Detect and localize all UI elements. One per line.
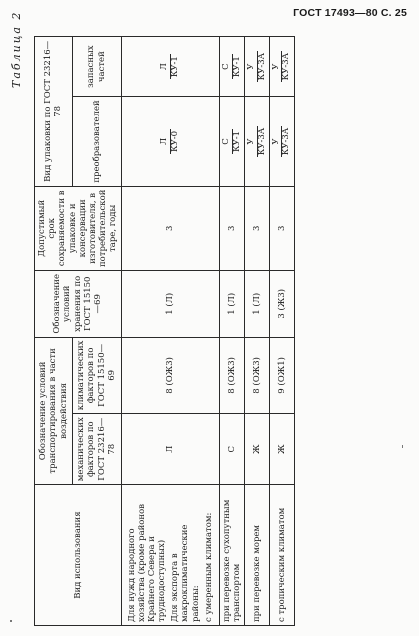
header-products: преобразователей <box>72 97 121 186</box>
table-title: Таблица 2 <box>10 10 23 88</box>
table-row <box>245 37 270 626</box>
header-pack: Вид упаковки по ГОСТ 23216—78 <box>35 37 73 187</box>
cell-mech: С <box>220 414 245 485</box>
cell-storage: 3 (Ж3) <box>270 270 295 337</box>
cell-spares: У КУ-3А <box>245 37 270 97</box>
table-row <box>220 37 245 626</box>
cell-clim: 8 (ОЖ3) <box>245 337 270 414</box>
header-term: Допустимый срок сохраняемости в упаковке и консервации изготовителя, в потребительской таре, годы <box>35 186 122 270</box>
header-spares: запасных частей <box>72 37 121 97</box>
cell-spares: У КУ-3А <box>270 37 295 97</box>
cell-products: Л КУ-0 <box>121 97 220 186</box>
header-clim: климатических факторов по ГОСТ 15150—69 <box>72 337 121 414</box>
cell-term: 3 <box>220 186 245 270</box>
table-row <box>121 37 220 626</box>
header-transport: Обозначение условий транспортирования в части воздействия <box>35 337 73 485</box>
cell-use: при перевозке морем <box>245 485 270 626</box>
cell-use: Для нужд народного хозяйства (кроме районов Крайнего Севера и труднодоступных) Для экспорта в макроклиматические районы: с умеренным климатом: <box>121 485 220 626</box>
cell-clim: 9 (ОЖ1) <box>270 337 295 414</box>
cell-term: 3 <box>121 186 220 270</box>
cell-storage: 1 (Л) <box>245 270 270 337</box>
cell-spares: Л КУ-1 <box>121 37 220 97</box>
header-storage: Обозначение условий хранения по ГОСТ 15150—69 <box>35 270 122 337</box>
scan-speck <box>10 620 12 622</box>
header-use: Вид использования <box>35 485 122 626</box>
scan-speck <box>402 445 403 448</box>
cell-storage: 1 (Л) <box>121 270 220 337</box>
cell-term: 3 <box>270 186 295 270</box>
cell-term: 3 <box>245 186 270 270</box>
cell-mech: Ж <box>270 414 295 485</box>
cell-products: У КУ-3А <box>245 97 270 186</box>
cell-clim: 8 (ОЖ3) <box>220 337 245 414</box>
header-mech: механических факторов по ГОСТ 23216—78 <box>72 414 121 485</box>
data-table <box>34 36 295 626</box>
cell-spares: С КУ-1 <box>220 37 245 97</box>
cell-use: с тропическим климатом <box>270 485 295 626</box>
cell-mech: Л <box>121 414 220 485</box>
cell-products: У КУ-3А <box>270 97 295 186</box>
cell-clim: 8 (ОЖ3) <box>121 337 220 414</box>
cell-mech: Ж <box>245 414 270 485</box>
cell-use: при перевозке сухопутным транспортом <box>220 485 245 626</box>
cell-storage: 1 (Л) <box>220 270 245 337</box>
cell-products: С КУ-1 <box>220 97 245 186</box>
page-header: ГОСТ 17493—80 С. 25 <box>293 7 407 19</box>
table-row <box>270 37 295 626</box>
